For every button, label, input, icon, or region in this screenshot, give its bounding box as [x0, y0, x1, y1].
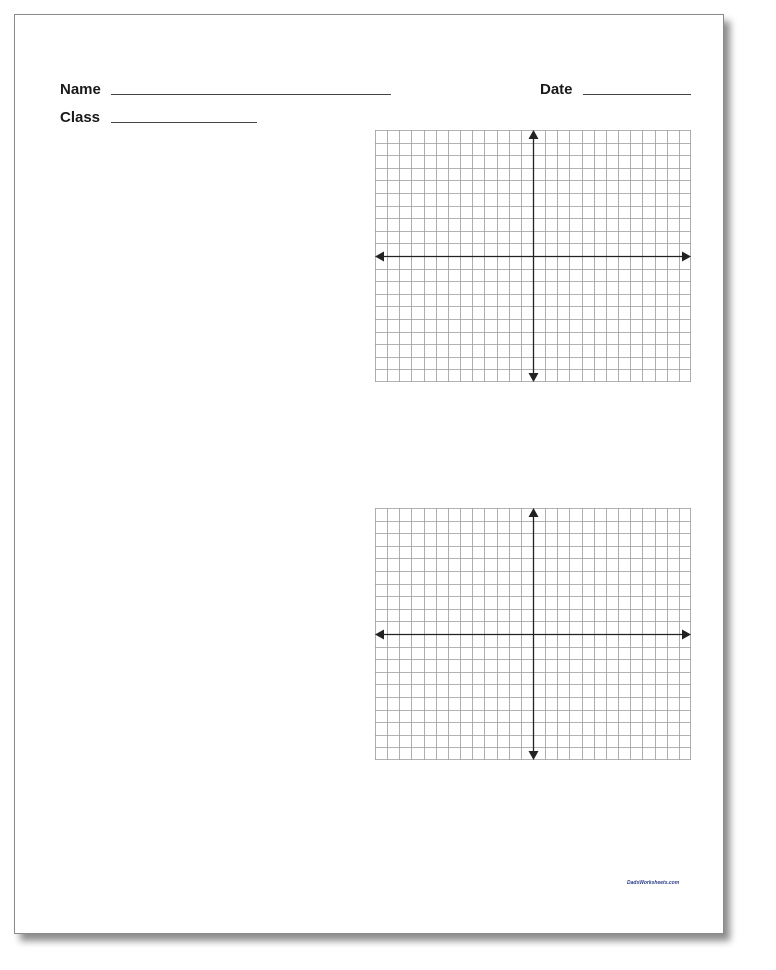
coordinate-grid-1-svg [375, 130, 691, 382]
site-logo: DadsWorksheets.com [627, 880, 680, 886]
arrow-down-icon [529, 373, 539, 382]
coordinate-grid-2 [375, 508, 691, 760]
coordinate-grid-2-svg [375, 508, 691, 760]
class-label: Class [60, 109, 101, 126]
arrow-left-icon [375, 630, 384, 640]
arrow-up-icon [529, 508, 539, 517]
arrow-right-icon [682, 630, 691, 640]
coordinate-grid-1 [375, 130, 691, 382]
arrow-left-icon [375, 252, 384, 262]
arrow-right-icon [682, 252, 691, 262]
date-field[interactable] [583, 94, 691, 95]
worksheet-page [14, 14, 724, 934]
class-field[interactable] [111, 122, 257, 123]
name-field[interactable] [111, 94, 391, 95]
arrow-down-icon [529, 751, 539, 760]
arrow-up-icon [529, 130, 539, 139]
name-label: Name [60, 81, 101, 98]
date-label: Date [540, 81, 573, 98]
